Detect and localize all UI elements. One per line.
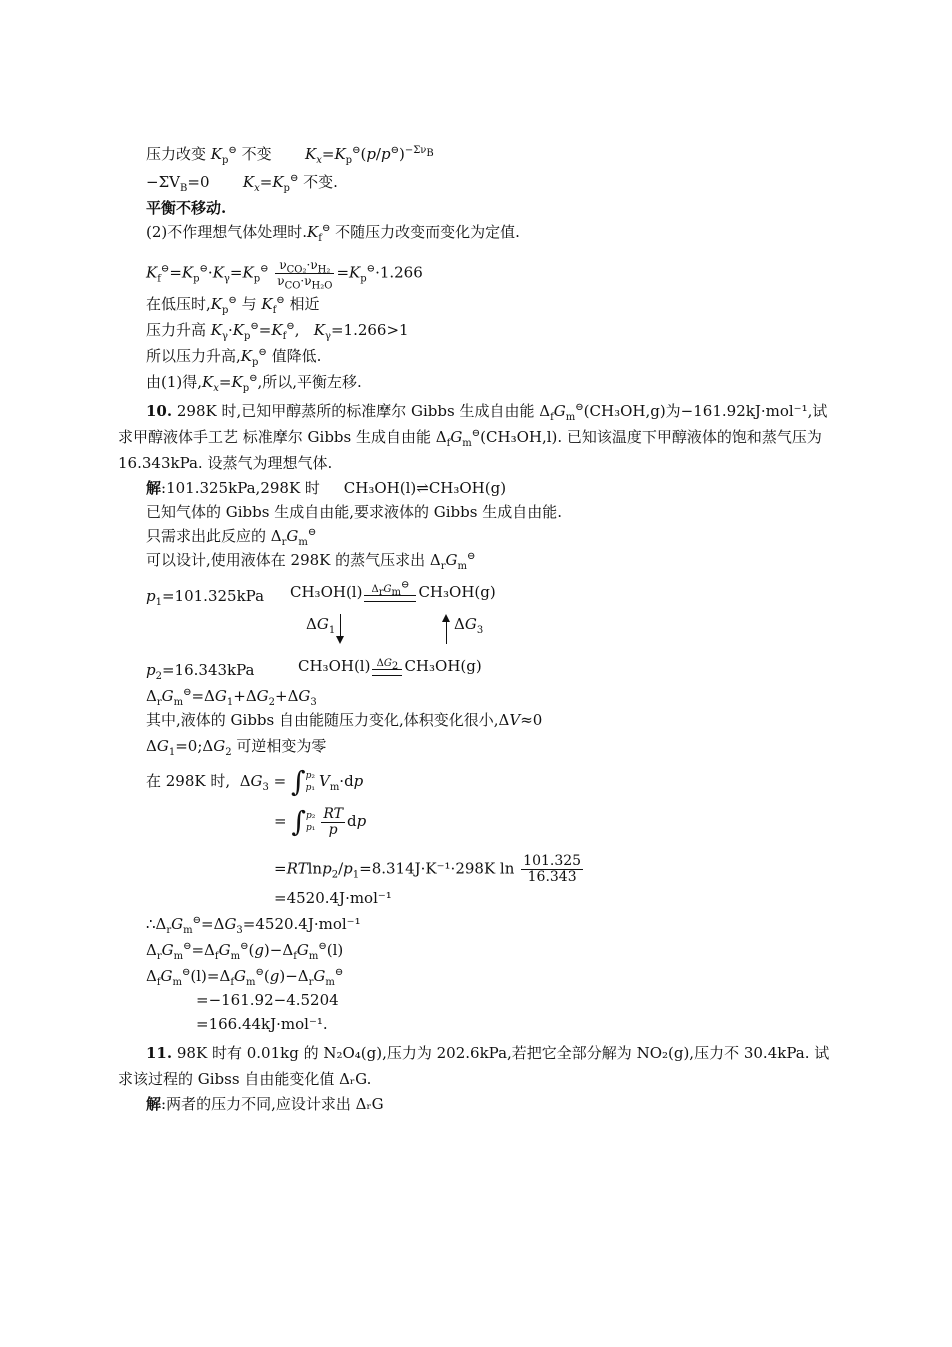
- problem-number: 11.: [146, 1044, 173, 1062]
- solution-line: 解:两者的压力不同,应设计求出 ΔᵣG: [146, 1095, 384, 1113]
- solution-line: 解:101.325kPa,298K 时 CH₃OH(l)⇌CH₃OH(g): [146, 479, 507, 497]
- formula-line: $=RTlnp_2/p_1=8.314J\cdot K^{-1}\cdot 298K$ ln $\frac{101.325}{16.343}$: [274, 853, 582, 885]
- text-line: (2)不作理想气体处理时$.K_f^⊖$ 不随压力改变而变化为定值.: [146, 223, 520, 244]
- text-line: $-\Sigma V_B=0$ $K_x=K_p^⊖$ 不变.: [146, 173, 338, 194]
- formula-line: =−161.92−4.5204: [196, 991, 339, 1009]
- text-line: 平衡不移动.: [146, 199, 227, 217]
- delta-g3-label: $\Delta G_3$: [454, 615, 484, 636]
- delta-g1-label: $\Delta G_1$: [306, 615, 336, 636]
- diagram-reaction-bottom: CH₃OH(l) $\Delta G_2$ CH₃OH(g): [298, 657, 482, 675]
- problem-number: 10.: [146, 402, 173, 420]
- formula-line: $\Delta_fG_m^⊖(l)=\Delta_fG_m^⊖(g)-\Delta_rG_m^⊖$: [146, 967, 344, 988]
- problem-11: 11. 98K 时有 0.01kg 的 N₂O₄(g),压力为 202.6kPa,若把它全部分解为 NO₂(g),压力不 30.4kPa. 试求该过程的 Gibss 自由能变化值 ΔᵣG.: [118, 1044, 830, 1088]
- formula-line: = ∫ p₂ p₁ $\frac{RT}{p}$ dp: [274, 805, 367, 838]
- text-line: 压力升高 $K_\gamma\cdot K_p^⊖=K_f^⊖$, $K_\gamma=1.266>1$: [146, 321, 409, 342]
- text-line: 在低压时$,K_p^⊖$ 与 $K_f^⊖$ 相近: [146, 295, 320, 316]
- formula-line: $\therefore\Delta_rG_m^⊖=\Delta G_3=4520.4J\cdot mol^{-1}$: [146, 915, 361, 936]
- fraction: $\frac{\nu_{CO_2}\cdot\nu_{H_2}}{\nu_{CO}\cdot\nu_{H_2O}}$: [277, 258, 333, 292]
- text-line: 所以压力升高$,K_p^⊖$ 值降低.: [146, 347, 322, 368]
- arrow-down: [340, 614, 341, 638]
- text-line: 压力改变 $K_p^⊖$ 不变 $K_x=K_p^⊖(p/p^⊖)^{-\Sigma\nu_B}$: [146, 145, 434, 166]
- diagram-row-top: $p_1=101.325kPa$: [146, 587, 265, 608]
- equilibrium-arrow: $\Delta G_2$: [372, 658, 402, 676]
- arrow-down-head: [336, 636, 344, 644]
- text-line: 已知气体的 Gibbs 生成自由能,要求液体的 Gibbs 生成自由能.: [146, 503, 562, 521]
- arrow-up: [446, 620, 447, 644]
- diagram-reaction-top: CH₃OH(l) $\Delta_rG_m^⊖$ CH₃OH(g): [290, 579, 496, 601]
- text-line: 只需求出此反应的 $\Delta_rG_m^⊖$: [146, 527, 317, 548]
- text-line: 其中,液体的 Gibbs 自由能随压力变化,体积变化很小,ΔV≈0: [146, 711, 543, 729]
- diagram-row-bottom: $p_2=16.343kPa$: [146, 661, 255, 682]
- text-line: 由(1)得$,K_x=K_p^⊖$,所以,平衡左移.: [146, 373, 362, 394]
- formula-line: =4520.4J·mol⁻¹: [274, 889, 392, 907]
- fraction: $\frac{101.325}{16.343}$: [523, 853, 582, 885]
- text-line: $\Delta G_1=0;\Delta G_2$ 可逆相变为零: [146, 737, 327, 758]
- formula-line: $\Delta_rG_m^⊖=\Delta G_1+\Delta G_2+\Delta G_3$: [146, 687, 317, 708]
- fraction: $\frac{RT}{p}$: [323, 805, 343, 838]
- formula-line: $K_f^⊖=K_p^⊖\cdot K_\gamma=K_p^⊖$ $\frac{\nu_{CO_2}\cdot\nu_{H_2}}{\nu_{CO}\cdot\nu_{H_2O}}$ $=K_p^⊖\cdot 1.266$: [146, 258, 423, 292]
- formula-line: $\Delta_rG_m^⊖=\Delta_fG_m^⊖(g)-\Delta_fG_m^⊖(l)$: [146, 941, 344, 962]
- arrow-up-head: [442, 614, 450, 622]
- equilibrium-arrow: $\Delta_rG_m^⊖$: [364, 584, 416, 602]
- text-line: 可以设计,使用液体在 298K 的蒸气压求出 $\Delta_rG_m^⊖$: [146, 551, 476, 572]
- formula-line: 在 298K 时, $\Delta G_3$ = ∫ p₂ p₁ $V_m\cdot dp$: [146, 765, 364, 798]
- formula-line: =166.44kJ·mol⁻¹.: [196, 1015, 328, 1033]
- problem-10: 10. 298K 时,已知甲醇蒸所的标准摩尔 Gibbs 生成自由能 $\Delta_fG_m^⊖(CH_3OH,g)$为−161.92kJ·mol⁻¹,试求甲醇液体手工艺 标准摩尔 Gibbs 生成自由能 $\Delta_fG_m^⊖(CH_3OH,l)$. 已知该温度下甲醇液体的饱和蒸气压为 16.343kPa. 设蒸气为理想气体.: [118, 402, 828, 472]
